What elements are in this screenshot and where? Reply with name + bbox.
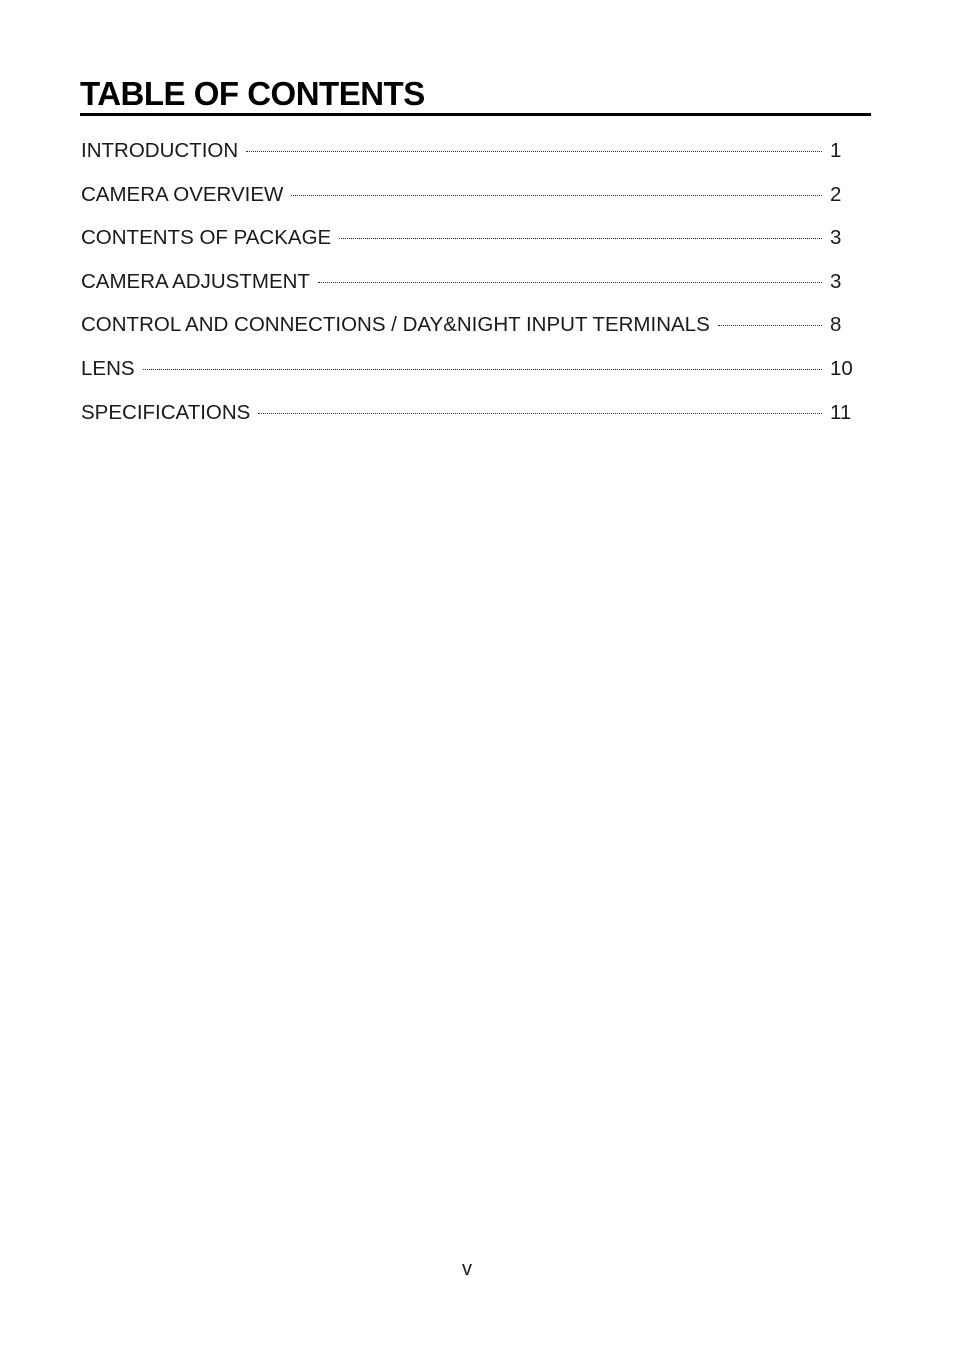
toc-entry-label: CAMERA ADJUSTMENT	[81, 269, 310, 293]
toc-entry-page: 1	[830, 139, 842, 162]
toc-entry-page: 2	[830, 182, 842, 206]
toc-entry-page: 8	[830, 313, 842, 337]
toc-entry-label: CONTENTS OF PACKAGE	[81, 226, 332, 250]
dot-leader	[291, 195, 822, 196]
toc-entry-page: 11	[830, 400, 852, 424]
toc-entry-page: 3	[830, 269, 842, 293]
toc-entry-label: INTRODUCTION	[81, 139, 239, 162]
toc-entry-page: 10	[830, 356, 853, 380]
toc-entry-camera-overview[interactable]	[81, 180, 856, 224]
dot-leader	[339, 238, 822, 239]
toc-entry-contents-of-package[interactable]	[81, 223, 856, 267]
toc-entry-lens[interactable]	[81, 354, 856, 398]
toc-entry-label: CAMERA OVERVIEW	[81, 182, 284, 206]
toc-entry-label: SPECIFICATIONS	[81, 400, 251, 424]
toc-entry-introduction[interactable]	[81, 136, 856, 180]
table-of-contents	[81, 136, 856, 441]
page-title: TABLE OF CONTENTS	[80, 75, 425, 112]
title-underline	[80, 113, 871, 116]
toc-entry-page: 3	[830, 226, 842, 250]
dot-leader	[143, 369, 822, 370]
toc-entry-label: CONTROL AND CONNECTIONS / DAY&NIGHT INPUT TERMINALS	[81, 313, 710, 337]
dot-leader	[318, 282, 822, 283]
toc-entry-label: LENS	[81, 356, 135, 380]
dot-leader	[718, 325, 822, 326]
dot-leader	[258, 413, 822, 414]
toc-entry-control-and-connections[interactable]	[81, 310, 856, 354]
dot-leader	[246, 151, 822, 152]
page-number: v	[462, 1258, 472, 1280]
toc-entry-specifications[interactable]	[81, 398, 856, 442]
toc-entry-camera-adjustment[interactable]	[81, 267, 856, 311]
